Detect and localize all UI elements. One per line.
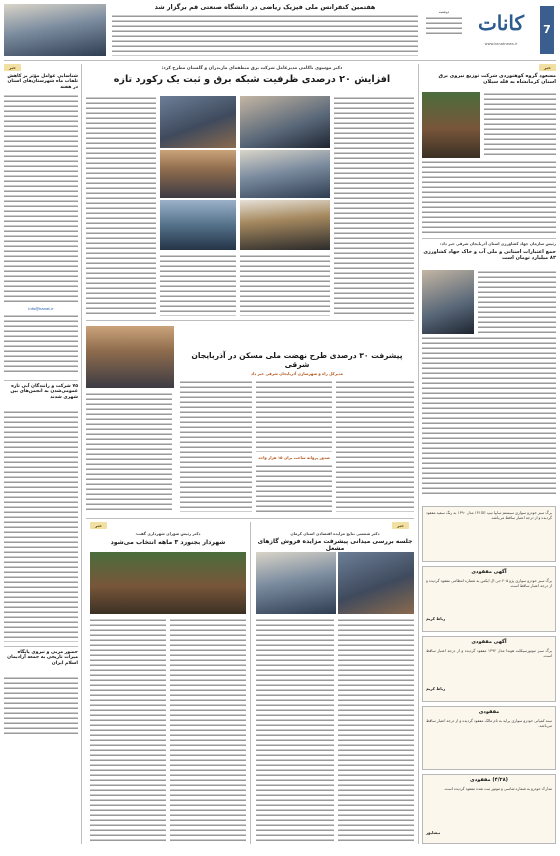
classified-ad-3 bbox=[422, 636, 556, 702]
hero-body-col-1 bbox=[86, 96, 156, 316]
right-story1-body bbox=[484, 92, 556, 158]
divider bbox=[4, 60, 556, 61]
hero-title: افزایش ۲۰ درصدی ظرفیت شبکه برق و ثبت یک رکورد تازه bbox=[113, 74, 391, 85]
right-story2-title: جمع اعتبارات استانی و ملی آب و خاک جهاد کشاورزی ۸۳ میلیارد تومان است bbox=[423, 249, 556, 261]
bottom-right-photo-2 bbox=[338, 552, 414, 614]
ad2-title: آگهی مفقودی bbox=[471, 569, 507, 575]
middle-body-col-2 bbox=[180, 380, 252, 512]
left-column bbox=[4, 64, 78, 736]
ad2-text: برگ سبز خودرو سواری پژو ۴۰۵ جی ال ایکس به شماره انتظامی مفقود گردیده و از درجه اعتبار ساقط است. bbox=[426, 577, 552, 589]
hero-body-col-2 bbox=[160, 254, 236, 316]
column-divider bbox=[81, 64, 82, 844]
column-divider bbox=[418, 64, 419, 844]
bottom-right-body-2 bbox=[338, 618, 414, 844]
middle-story-photo bbox=[86, 326, 174, 388]
left-story2-title: ۷۵ شرکت و رانندگان آبی تازه عمومی‌شدن به انجمن‌های بین شهری شدند bbox=[10, 384, 78, 400]
right-story2-body-cont bbox=[422, 336, 556, 496]
ad4-title: مفقودی bbox=[478, 709, 500, 715]
hero-body-col-4 bbox=[334, 96, 414, 316]
bottom-left-photo bbox=[90, 552, 246, 614]
ad1-text: برگ سبز خودرو سواری سیستم سایپا تیپ ۱۳۱SE مدل ۱۳۹۰ به رنگ سفید مفقود گردیده و از درجه اعتبار ساقط می‌باشد. bbox=[426, 510, 552, 521]
middle-subhead-1: مدیرکل راه و شهرسازی آذربایجان شرقی خبر داد bbox=[250, 371, 344, 376]
middle-body-col-5 bbox=[336, 380, 414, 512]
hero-body-col-3 bbox=[240, 254, 330, 316]
website: www.kanatnews.ir bbox=[484, 42, 518, 46]
ad5-city: نیشابور bbox=[426, 829, 441, 835]
ad2-city: رباط کریم bbox=[426, 615, 446, 621]
classified-ad-1 bbox=[422, 506, 556, 562]
top-story-title: هفتمین کنفرانس ملی فیزیک ریاضی در دانشگاه صنعتی قم برگزار شد bbox=[154, 3, 376, 11]
classified-ad-5 bbox=[422, 774, 556, 844]
masthead bbox=[422, 4, 556, 60]
middle-body-col-3 bbox=[256, 380, 332, 452]
bottom-left-kicker: دکتر رئیس شورای شهرداری گفت: bbox=[135, 531, 201, 536]
left-story2-body bbox=[4, 410, 78, 642]
section-tag: خبر bbox=[90, 522, 107, 529]
divider bbox=[86, 518, 414, 519]
right-story1-title: مسعود گروه کوهنوردی شرکت توزیع نیروی برق استان کرمانشاه به قله سبلان bbox=[438, 73, 556, 85]
right-column bbox=[422, 64, 556, 504]
hero-photo-6 bbox=[240, 200, 330, 250]
ad3-title: آگهی مفقودی bbox=[471, 639, 507, 645]
divider bbox=[422, 238, 556, 239]
middle-body-col-1 bbox=[86, 392, 172, 512]
hero-photo-3 bbox=[160, 200, 236, 250]
hero-photo-2 bbox=[160, 150, 236, 198]
hero-photo-1 bbox=[160, 96, 236, 148]
page-number: 7 bbox=[540, 6, 554, 54]
bottom-left-title: شهردار بجنورد ۳ ماهه انتخاب می‌شود bbox=[110, 539, 226, 546]
classified-ad-4 bbox=[422, 706, 556, 770]
middle-story-title: پیشرفت ۳۰ درصدی طرح نهضت ملی مسکن در آذربایجان شرقی bbox=[191, 351, 403, 369]
right-story2-body bbox=[478, 270, 556, 334]
top-story-body bbox=[112, 14, 418, 56]
contact-email[interactable]: info@kanat.ir bbox=[28, 306, 54, 311]
middle-body-col-4 bbox=[256, 464, 332, 512]
ad3-city: رباط کریم bbox=[426, 685, 446, 691]
divider bbox=[4, 646, 78, 647]
divider bbox=[86, 320, 414, 321]
left-story1-body-cont bbox=[4, 314, 78, 374]
hero-photo-4 bbox=[240, 96, 330, 148]
column-divider bbox=[250, 522, 251, 844]
left-story1-body bbox=[4, 94, 78, 304]
date-line: دوشنبه bbox=[438, 10, 450, 14]
section-tag: خبر bbox=[4, 64, 21, 71]
right-story2-kicker: رئیس سازمان جهاد کشاورزی استان آذربایجان شرقی خبر داد: bbox=[440, 241, 556, 246]
left-story1-title: شناسایی عوامل مؤثر بر کاهش تلفات ماه شهرستان‌های استان در هفته bbox=[7, 74, 78, 90]
bottom-right-kicker: دکتر شمسی نتایج مزایده اقتصادی استان کرمان bbox=[290, 531, 380, 536]
right-story1-body-cont bbox=[422, 160, 556, 234]
classified-ad-2 bbox=[422, 566, 556, 632]
middle-subhead-2: صدور پروانه ساخت برای ۱۵ هزار واحد bbox=[258, 455, 330, 460]
ad5-text: مدارک خودرو به شماره شاسی و موتور ثبت شده مفقود گردیده است. bbox=[443, 785, 552, 791]
left-story3-body bbox=[4, 676, 78, 736]
date-block bbox=[426, 10, 462, 36]
hero-photo-5 bbox=[240, 150, 330, 198]
bottom-right-title: جلسه بررسی میدانی پیشرفت مزایده فروش گازهای مشعل bbox=[257, 538, 413, 552]
right-story2-photo bbox=[422, 270, 474, 334]
right-story1-photo bbox=[422, 92, 480, 158]
section-tag: خبر bbox=[539, 64, 556, 71]
section-tag: خبر bbox=[392, 522, 409, 529]
ad5-title: (۴/۲۸) مفقودی bbox=[470, 777, 508, 783]
bottom-right-body-1 bbox=[256, 618, 334, 844]
logo: کانات bbox=[477, 11, 525, 35]
bottom-left-body-2 bbox=[170, 618, 246, 844]
divider bbox=[4, 380, 78, 381]
left-story3-title: حضور مربی و نیروی پایگاه میراث تاریخی به جمعه آزادیمان اسلام ایران bbox=[7, 650, 78, 666]
top-story-photo bbox=[4, 4, 106, 56]
bottom-left-body-1 bbox=[90, 618, 166, 844]
ad4-text: سند کمپانی خودرو سواری پراید به نام مالک مفقود گردیده و از درجه اعتبار ساقط می‌باشد. bbox=[426, 717, 552, 729]
ad3-text: برگ سبز موتورسیکلت هوندا مدل ۱۳۹۲ مفقود گردیده و از درجه اعتبار ساقط است. bbox=[426, 647, 552, 659]
bottom-right-photo-1 bbox=[256, 552, 336, 614]
hero-kicker: دکتر موسوی تاکامی مدیرعامل شرکت برق منطقه‌ای مازندران و گلستان مطرح کرد: bbox=[161, 66, 343, 71]
